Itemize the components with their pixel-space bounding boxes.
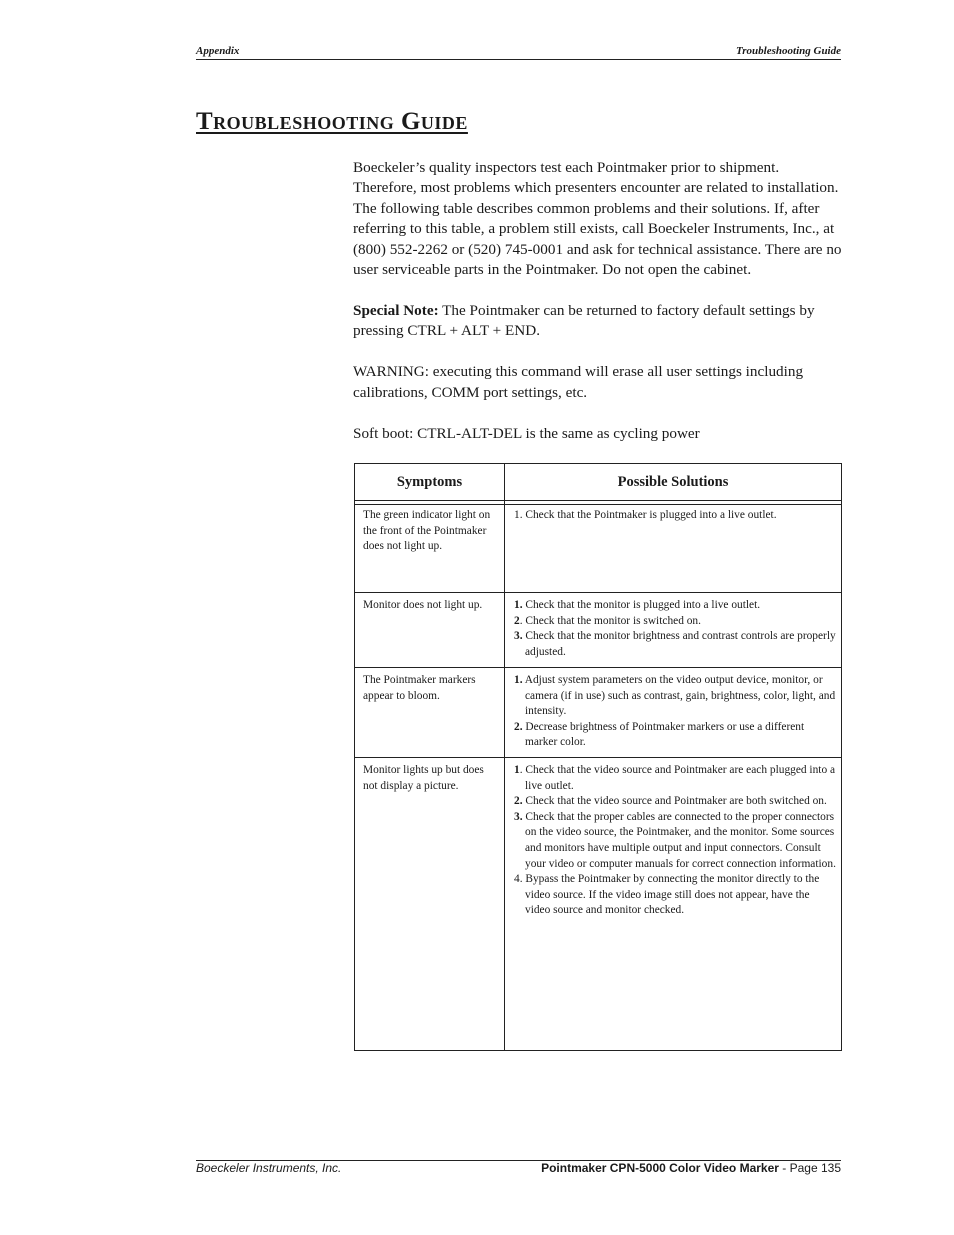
special-note (353, 301, 843, 342)
solution-item: 2. Check that the monitor is switched on. (514, 614, 701, 627)
solution-item: 1. Check that the Pointmaker is plugged into a live outlet. (514, 509, 777, 521)
symptom-cell: Monitor does not light up. (363, 599, 483, 611)
solution-item: 3. Check that the proper cables are connected to the proper connectors on the video source, the Pointmaker, and the monitor. Some sources and monitors have multiple output and input connectors. Consult your video or computer manuals for correct connection information. (514, 810, 836, 870)
troubleshooting-table (354, 463, 842, 1051)
running-header (196, 45, 841, 60)
solution-cell (514, 598, 836, 660)
page-title: Troubleshooting Guide (196, 108, 468, 135)
running-footer (196, 1160, 841, 1175)
soft-boot-text: Soft boot: CTRL-ALT-DEL is the same as cycling power (353, 424, 700, 442)
symptom-cell: The Pointmaker markers appear to bloom. (363, 674, 476, 702)
intro-text (353, 158, 843, 444)
solution-item: 1. Check that the video source and Pointmaker are each plugged into a live outlet. (514, 764, 836, 792)
special-note-label: Special Note: (353, 301, 439, 319)
footer-product: Pointmaker CPN-5000 Color Video Marker (541, 1161, 779, 1175)
solution-item: 1. Check that the monitor is plugged into a live outlet. (514, 599, 761, 611)
solution-cell (514, 673, 836, 751)
column-header-solutions: Possible Solutions (617, 473, 729, 490)
solution-item: 2. Decrease brightness of Pointmaker markers or use a different marker color. (514, 720, 805, 749)
header-chapter-label: Troubleshooting Guide (735, 45, 841, 57)
special-note-text: The Pointmaker can be returned to factory default settings by pressing CTRL + ALT + END. (353, 301, 815, 340)
footer-company: Boeckeler Instruments, Inc. (196, 1161, 342, 1175)
solution-cell (514, 508, 836, 524)
row-divider (355, 757, 841, 758)
solution-cell (514, 763, 836, 919)
intro-paragraph: Boeckeler’s quality inspectors test each Pointmaker prior to shipment. Therefore, most problems which presenters encounter are related to installation. The following table describes common problems and their solutions. If, after referring to this table, a problem still exists, call Boeckeler Instruments, Inc., at (800) 552-2262 or (520) 745-0001 and ask for technical assistance. There are no user serviceable parts in the Pointmaker. Do not open the cabinet. (353, 159, 842, 279)
row-divider (355, 592, 841, 593)
solution-item: 3. Check that the monitor brightness and contrast controls are properly adjusted. (514, 630, 836, 658)
column-header-symptoms: Symptoms (396, 473, 463, 490)
warning-text: WARNING: executing this command will erase all user settings including calibrations, COMM port settings, etc. (353, 363, 804, 401)
solution-item: 1. Adjust system parameters on the video output device, monitor, or camera (if in use) such as contrast, gain, brightness, color, light, and intensity. (514, 674, 836, 718)
header-section-label: Appendix (196, 45, 240, 57)
footer-page-number: - Page 135 (778, 1161, 841, 1175)
symptom-cell: Monitor lights up but does not display a picture. (363, 764, 484, 792)
row-divider (355, 667, 841, 668)
solution-item: 4. Bypass the Pointmaker by connecting the monitor directly to the video source. If the video image still does not appear, have the video source and monitor checked. (514, 873, 820, 917)
solution-item: 2. Check that the video source and Pointmaker are both switched on. (514, 795, 827, 808)
symptom-cell: The green indicator light on the front of the Pointmaker does not light up. (363, 509, 491, 553)
footer-page-info (541, 1161, 841, 1175)
header-divider (355, 500, 841, 505)
